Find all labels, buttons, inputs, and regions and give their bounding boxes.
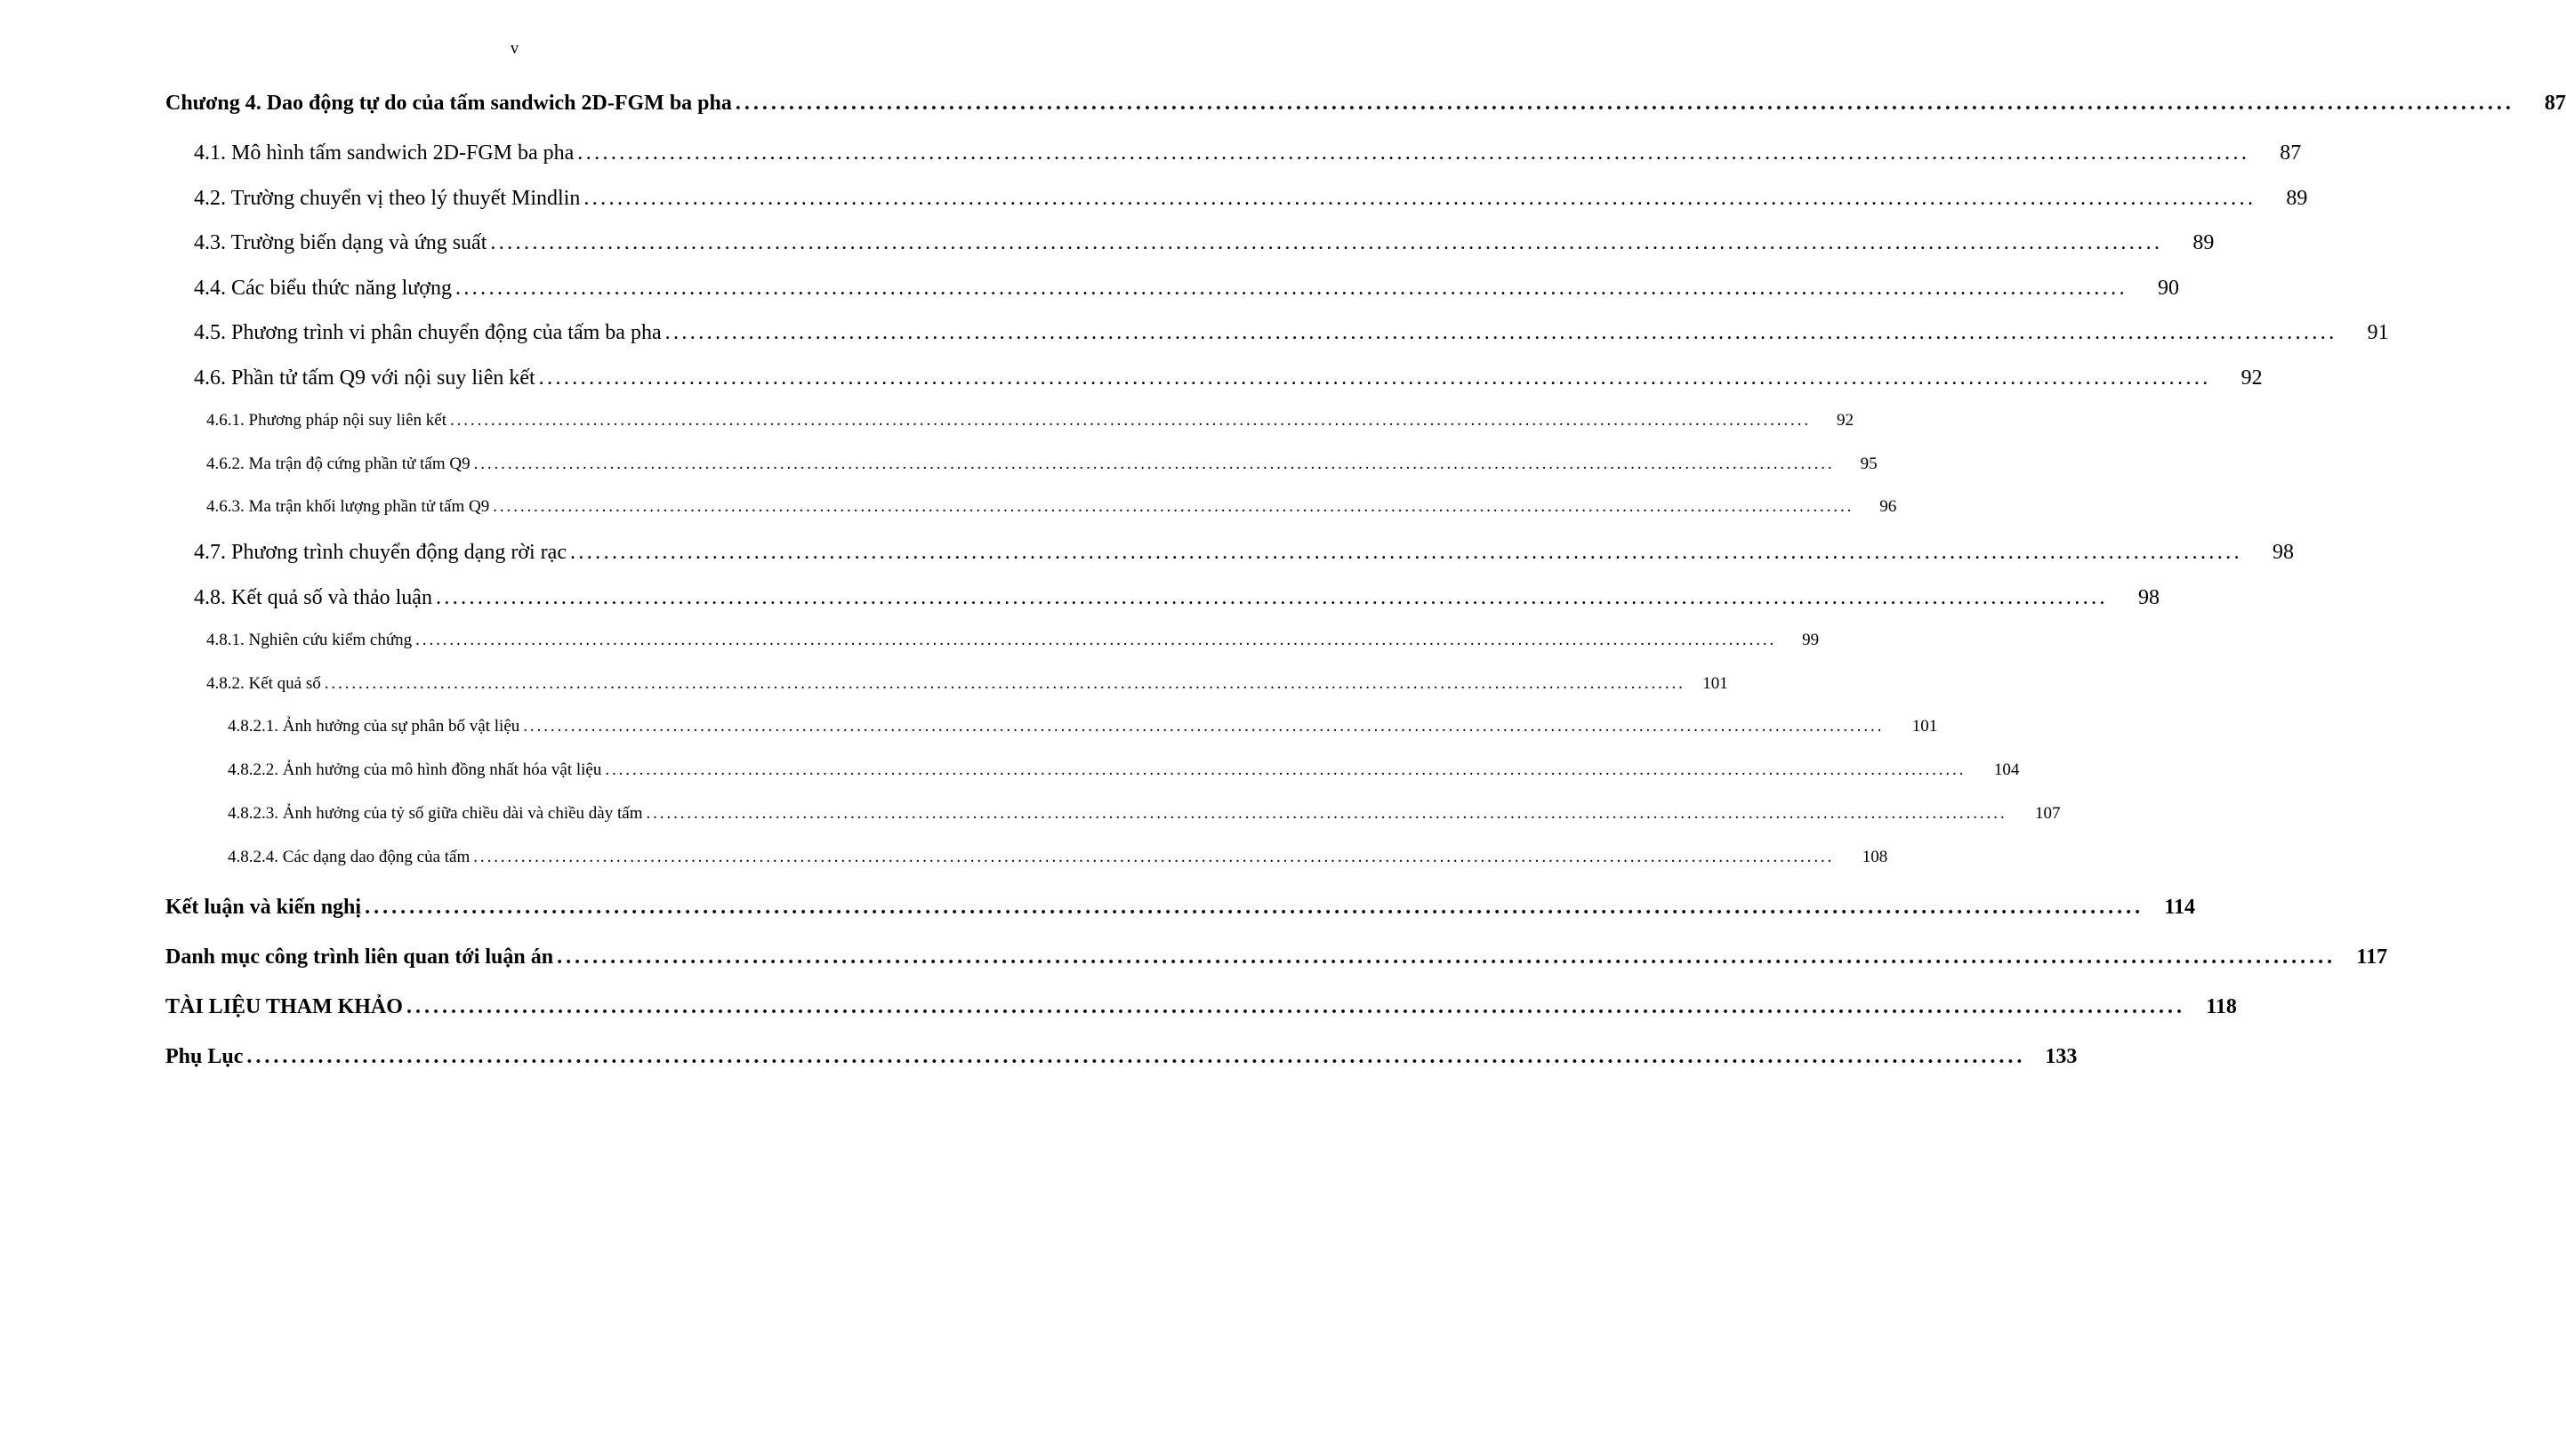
toc-entry-title: Chương 4. Dao động tự do của tấm sandwich 2D-FGM ba pha — [165, 92, 732, 115]
toc-entry-title: 4.6.2. Ma trận độ cứng phần tử tấm Q9 — [206, 454, 471, 473]
toc-entry[interactable] — [165, 585, 2160, 631]
toc-entry-page: 118 — [2206, 995, 2237, 1019]
toc-entry-title: 4.4. Các biểu thức năng lượng — [194, 276, 452, 300]
toc-entry-page: 104 — [1993, 760, 2020, 780]
toc-entry[interactable] — [165, 803, 2061, 848]
toc-entry-page: 117 — [2356, 945, 2388, 969]
toc-entry[interactable] — [165, 945, 2388, 995]
toc-entry-title: TÀI LIỆU THAM KHẢO — [165, 995, 403, 1019]
toc-entry-page: 95 — [1860, 454, 1878, 473]
toc-dot-leader: ........................................................................................................................................................................................................ — [605, 760, 1967, 780]
toc-entry-page: 114 — [2164, 896, 2196, 920]
toc-entry-title: 4.8. Kết quả số và thảo luận — [194, 585, 432, 609]
toc-entry-page: 92 — [1836, 411, 1854, 430]
toc-entry[interactable] — [165, 995, 2237, 1045]
toc-entry[interactable] — [165, 411, 1854, 454]
toc-entry[interactable] — [165, 673, 1728, 718]
toc-entry-page: 91 — [2367, 321, 2389, 344]
toc-entry-title: Danh mục công trình liên quan tới luận án — [165, 945, 554, 969]
toc-dot-leader: ........................................................................................................................................................................................................ — [646, 803, 2007, 823]
toc-dot-leader: ........................................................................................................................................................................................................ — [557, 945, 2337, 969]
toc-entry-page: 108 — [1862, 847, 1888, 866]
toc-entry[interactable] — [165, 141, 2302, 187]
toc-entry-title: 4.8.2.4. Các dạng dao động của tấm — [228, 847, 471, 866]
toc-entry-title: 4.3. Trường biến dạng và ứng suất — [194, 231, 487, 254]
toc-dot-leader: ........................................................................................................................................................................................................ — [435, 585, 2108, 609]
toc-dot-leader: ........................................................................................................................................................................................................ — [569, 541, 2242, 565]
toc-entry-title: 4.6. Phần tử tấm Q9 với nội suy liên kết — [194, 366, 535, 390]
toc-entry-title: 4.8.2.1. Ảnh hưởng của sự phân bố vật liệu — [228, 717, 520, 736]
toc-entry-page: 98 — [2272, 541, 2294, 565]
toc-dot-leader: ........................................................................................................................................................................................................ — [365, 896, 2144, 920]
toc-entry[interactable] — [165, 186, 2308, 232]
table-of-contents — [165, 92, 2566, 1095]
toc-entry[interactable] — [165, 541, 2294, 586]
toc-dot-leader: ........................................................................................................................................................................................................ — [577, 141, 2250, 165]
toc-entry-page: 99 — [1802, 631, 1820, 650]
toc-entry[interactable] — [165, 276, 2179, 322]
toc-dot-leader: ........................................................................................................................................................................................................ — [583, 186, 2256, 210]
toc-entry-page: 98 — [2137, 585, 2160, 609]
toc-entry-page: 89 — [2286, 186, 2308, 210]
toc-entry[interactable] — [165, 454, 1878, 498]
toc-entry-title: 4.5. Phương trình vi phân chuyển động của tấm ba pha — [194, 321, 662, 344]
page-number: v — [510, 39, 519, 58]
toc-dot-leader: ........................................................................................................................................................................................................ — [415, 631, 1777, 650]
toc-entry-page: 96 — [1879, 497, 1897, 517]
toc-entry-title: Kết luận và kiến nghị — [165, 896, 362, 920]
toc-dot-leader: ........................................................................................................................................................................................................ — [664, 321, 2337, 344]
toc-entry-page: 133 — [2045, 1045, 2078, 1069]
toc-dot-leader: ........................................................................................................................................................................................................ — [523, 717, 1885, 736]
toc-dot-leader: ........................................................................................................................................................................................................ — [493, 497, 1854, 517]
toc-entry-title: 4.2. Trường chuyển vị theo lý thuyết Mindlin — [194, 186, 581, 210]
toc-entry-title: 4.7. Phương trình chuyển động dạng rời rạc — [194, 541, 567, 565]
toc-dot-leader: ........................................................................................................................................................................................................ — [406, 995, 2185, 1019]
toc-entry-title: Phụ Lục — [165, 1045, 244, 1069]
toc-entry[interactable] — [165, 321, 2389, 366]
toc-entry-page: 101 — [1702, 673, 1728, 693]
toc-entry-page: 90 — [2157, 276, 2179, 300]
toc-entry-title: 4.6.3. Ma trận khối lượng phần tử tấm Q9 — [206, 497, 490, 517]
toc-entry[interactable] — [165, 366, 2263, 412]
toc-entry[interactable] — [165, 760, 2020, 804]
toc-dot-leader: ........................................................................................................................................................................................................ — [490, 231, 2163, 254]
toc-entry-title: 4.1. Mô hình tấm sandwich 2D-FGM ba pha — [194, 141, 575, 165]
toc-entry-title: 4.8.2. Kết quả số — [206, 673, 321, 693]
toc-entry-page: 92 — [2240, 366, 2263, 390]
toc-entry-title: 4.8.2.3. Ảnh hưởng của tỷ số giữa chiều dài và chiều dày tấm — [228, 803, 643, 823]
toc-dot-leader: ........................................................................................................................................................................................................ — [246, 1045, 2026, 1069]
toc-dot-leader: ........................................................................................................................................................................................................ — [538, 366, 2211, 390]
toc-entry[interactable] — [165, 631, 1820, 674]
toc-entry-title: 4.8.1. Nghiên cứu kiểm chứng — [206, 631, 413, 650]
toc-entry[interactable] — [165, 92, 2566, 141]
toc-dot-leader: ........................................................................................................................................................................................................ — [473, 847, 1835, 866]
toc-entry-page: 89 — [2192, 231, 2215, 254]
toc-entry-title: 4.6.1. Phương pháp nội suy liên kết — [206, 411, 446, 430]
toc-dot-leader: ........................................................................................................................................................................................................ — [454, 276, 2128, 300]
toc-entry-page: 101 — [1911, 717, 1938, 736]
toc-dot-leader: ........................................................................................................................................................................................................ — [735, 92, 2514, 115]
toc-dot-leader: ........................................................................................................................................................................................................ — [324, 673, 1685, 693]
toc-entry[interactable] — [165, 497, 1897, 541]
toc-entry[interactable] — [165, 896, 2196, 945]
toc-entry-title: 4.8.2.2. Ảnh hưởng của mô hình đồng nhất hóa vật liệu — [228, 760, 602, 780]
toc-entry[interactable] — [165, 1045, 2078, 1095]
toc-dot-leader: ........................................................................................................................................................................................................ — [449, 411, 1811, 430]
toc-entry-page: 107 — [2034, 803, 2061, 823]
toc-entry-page: 87 — [2280, 141, 2302, 165]
toc-entry[interactable] — [165, 231, 2215, 277]
toc-entry[interactable] — [165, 717, 1938, 760]
toc-entry[interactable] — [165, 847, 1888, 891]
toc-dot-leader: ........................................................................................................................................................................................................ — [473, 454, 1835, 473]
toc-entry-page: 87 — [2544, 92, 2566, 115]
